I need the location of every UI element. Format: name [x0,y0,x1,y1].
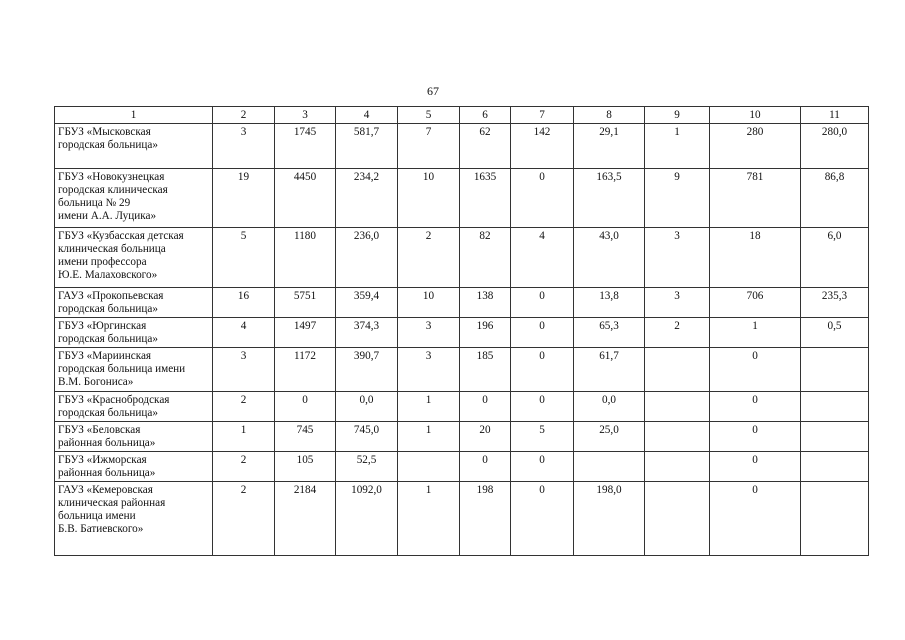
value-cell-col-9: 3 [645,228,710,288]
column-header: 9 [645,107,710,124]
hospital-name-line: ГБУЗ «Ижморская [58,454,147,466]
value-cell-col-8: 65,3 [574,318,645,348]
value-cell-col-6: 185 [460,348,511,392]
value-cell-col-3: 105 [275,452,336,482]
table-row [55,452,869,482]
value-cell-col-6: 62 [460,124,511,169]
hospital-name-line: городская клиническая [58,184,168,196]
value-cell-col-7: 0 [511,452,574,482]
column-header: 1 [55,107,213,124]
column-header: 10 [710,107,801,124]
value-cell-col-3: 0 [275,392,336,422]
value-cell-col-7: 142 [511,124,574,169]
value-cell-col-5: 3 [398,348,460,392]
value-cell-col-7: 0 [511,169,574,228]
value-cell-col-10: 0 [710,452,801,482]
value-cell-col-9 [645,392,710,422]
value-cell-col-7: 4 [511,228,574,288]
value-cell-col-5: 1 [398,482,460,556]
value-cell-col-3: 4450 [275,169,336,228]
value-cell-col-6: 138 [460,288,511,318]
value-cell-col-5 [398,452,460,482]
value-cell-col-9 [645,482,710,556]
value-cell-col-5: 7 [398,124,460,169]
value-cell-col-4: 1092,0 [336,482,398,556]
value-cell-col-7: 0 [511,318,574,348]
value-cell-col-4: 390,7 [336,348,398,392]
value-cell-col-11: 280,0 [801,124,869,169]
hospital-name-cell [55,288,213,318]
hospital-name-line: ГБУЗ «Беловская [58,424,141,436]
value-cell-col-5: 10 [398,169,460,228]
hospital-name-line: больница № 29 [58,197,131,209]
hospital-name-line: Ю.Е. Малаховского» [58,269,158,281]
hospital-name-cell [55,482,213,556]
value-cell-col-2: 3 [213,124,275,169]
value-cell-col-11 [801,482,869,556]
column-header: 5 [398,107,460,124]
value-cell-col-3: 1172 [275,348,336,392]
value-cell-col-9: 1 [645,124,710,169]
value-cell-col-5: 2 [398,228,460,288]
value-cell-col-6: 198 [460,482,511,556]
hospital-name-line: районная больница» [58,437,156,449]
page-number: 67 [427,84,439,98]
value-cell-col-7: 0 [511,288,574,318]
value-cell-col-11: 0,5 [801,318,869,348]
value-cell-col-11: 86,8 [801,169,869,228]
hospital-name-line: городская больница» [58,139,158,151]
hospital-name-line: больница имени [58,510,136,522]
value-cell-col-8 [574,452,645,482]
value-cell-col-11 [801,348,869,392]
hospital-name-line: клиническая районная [58,497,166,509]
table-row [55,318,869,348]
hospital-name-cell [55,392,213,422]
hospital-name-line: ГБУЗ «Краснобродская [58,394,170,406]
table-row [55,169,869,228]
table-row [55,348,869,392]
value-cell-col-8: 43,0 [574,228,645,288]
column-header: 4 [336,107,398,124]
column-header: 8 [574,107,645,124]
value-cell-col-10: 1 [710,318,801,348]
hospital-name-line: ГБУЗ «Юргинская [58,320,147,332]
value-cell-col-10: 280 [710,124,801,169]
hospital-name-cell [55,422,213,452]
hospital-name-cell [55,318,213,348]
hospital-name-line: городская больница» [58,407,158,419]
value-cell-col-11 [801,422,869,452]
hospital-name-line: имени профессора [58,256,147,268]
value-cell-col-2: 1 [213,422,275,452]
hospital-name-line: городская больница» [58,303,158,315]
value-cell-col-3: 1497 [275,318,336,348]
hospital-name-line: имени А.А. Луцика» [58,210,157,222]
value-cell-col-5: 1 [398,392,460,422]
value-cell-col-7: 0 [511,482,574,556]
value-cell-col-2: 2 [213,392,275,422]
value-cell-col-4: 0,0 [336,392,398,422]
value-cell-col-6: 0 [460,392,511,422]
value-cell-col-10: 0 [710,348,801,392]
column-header: 11 [801,107,869,124]
value-cell-col-4: 374,3 [336,318,398,348]
hospital-name-line: ГБУЗ «Мысковская [58,126,151,138]
table-row [55,482,869,556]
table-row [55,422,869,452]
hospital-name-line: ГБУЗ «Кузбасская детская [58,230,184,242]
value-cell-col-3: 5751 [275,288,336,318]
hospital-name-line: ГБУЗ «Мариинская [58,350,152,362]
hospital-name-line: городская больница имени [58,363,186,375]
value-cell-col-11: 235,3 [801,288,869,318]
hospital-name-line: клиническая больница [58,243,166,255]
value-cell-col-10: 0 [710,482,801,556]
value-cell-col-4: 52,5 [336,452,398,482]
value-cell-col-2: 3 [213,348,275,392]
column-header: 7 [511,107,574,124]
value-cell-col-6: 82 [460,228,511,288]
value-cell-col-4: 745,0 [336,422,398,452]
value-cell-col-9 [645,348,710,392]
hospital-name-line: ГБУЗ «Новокузнецкая [58,171,165,183]
table-row [55,124,869,169]
value-cell-col-7: 0 [511,348,574,392]
value-cell-col-11: 6,0 [801,228,869,288]
value-cell-col-8: 61,7 [574,348,645,392]
value-cell-col-3: 1745 [275,124,336,169]
value-cell-col-9: 2 [645,318,710,348]
value-cell-col-9: 9 [645,169,710,228]
value-cell-col-2: 2 [213,452,275,482]
hospital-statistics-table [54,106,869,556]
value-cell-col-4: 359,4 [336,288,398,318]
value-cell-col-10: 706 [710,288,801,318]
column-header: 2 [213,107,275,124]
value-cell-col-3: 745 [275,422,336,452]
value-cell-col-3: 2184 [275,482,336,556]
value-cell-col-2: 4 [213,318,275,348]
hospital-name-cell [55,452,213,482]
column-header: 3 [275,107,336,124]
value-cell-col-9 [645,452,710,482]
table-row [55,392,869,422]
value-cell-col-10: 18 [710,228,801,288]
value-cell-col-5: 3 [398,318,460,348]
hospital-name-line: районная больница» [58,467,156,479]
column-header: 6 [460,107,511,124]
value-cell-col-8: 0,0 [574,392,645,422]
value-cell-col-6: 196 [460,318,511,348]
value-cell-col-6: 20 [460,422,511,452]
value-cell-col-8: 25,0 [574,422,645,452]
hospital-name-cell [55,169,213,228]
value-cell-col-8: 29,1 [574,124,645,169]
value-cell-col-2: 2 [213,482,275,556]
value-cell-col-10: 0 [710,422,801,452]
hospital-name-line: ГАУЗ «Прокопьевская [58,290,164,302]
value-cell-col-8: 163,5 [574,169,645,228]
value-cell-col-5: 10 [398,288,460,318]
value-cell-col-11 [801,392,869,422]
value-cell-col-9 [645,422,710,452]
value-cell-col-7: 5 [511,422,574,452]
table-body [55,124,869,556]
table-row [55,228,869,288]
hospital-name-cell [55,124,213,169]
value-cell-col-4: 236,0 [336,228,398,288]
hospital-name-line: В.М. Богониса» [58,376,134,388]
value-cell-col-10: 781 [710,169,801,228]
hospital-name-line: ГАУЗ «Кемеровская [58,484,153,496]
value-cell-col-5: 1 [398,422,460,452]
value-cell-col-3: 1180 [275,228,336,288]
hospital-name-cell [55,348,213,392]
value-cell-col-10: 0 [710,392,801,422]
value-cell-col-8: 198,0 [574,482,645,556]
value-cell-col-9: 3 [645,288,710,318]
table-row [55,288,869,318]
value-cell-col-4: 234,2 [336,169,398,228]
table-header-row [55,107,869,124]
hospital-name-line: городская больница» [58,333,158,345]
value-cell-col-2: 5 [213,228,275,288]
value-cell-col-7: 0 [511,392,574,422]
value-cell-col-11 [801,452,869,482]
value-cell-col-6: 1635 [460,169,511,228]
value-cell-col-2: 16 [213,288,275,318]
value-cell-col-4: 581,7 [336,124,398,169]
hospital-name-line: Б.В. Батиевского» [58,523,144,535]
hospital-name-cell [55,228,213,288]
value-cell-col-6: 0 [460,452,511,482]
value-cell-col-2: 19 [213,169,275,228]
value-cell-col-8: 13,8 [574,288,645,318]
